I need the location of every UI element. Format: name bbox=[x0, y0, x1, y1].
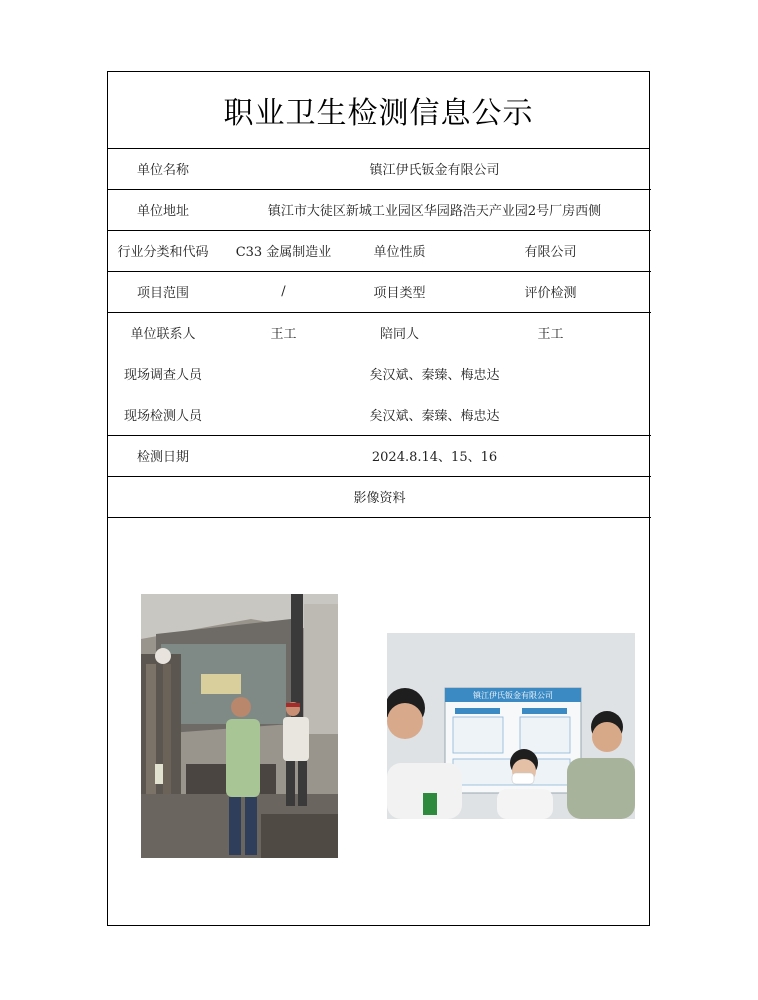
disclosure-form bbox=[107, 71, 650, 926]
row-contact bbox=[108, 312, 651, 353]
unit-nature-label: 单位性质 bbox=[349, 230, 450, 271]
row-date bbox=[108, 435, 651, 476]
workshop-photo-icon bbox=[141, 594, 338, 858]
project-scope-value: / bbox=[218, 271, 349, 312]
testing-staff-label: 现场检测人员 bbox=[108, 394, 218, 435]
unit-address-value: 镇江市大徒区新城工业园区华园路浩天产业园2号厂房西侧 bbox=[218, 189, 651, 230]
unit-name-value: 镇江伊氏钣金有限公司 bbox=[218, 148, 651, 189]
testing-staff-value: 矣汉斌、秦臻、梅忠达 bbox=[218, 394, 651, 435]
row-project bbox=[108, 271, 651, 312]
sign-text: 镇江伊氏钣金有限公司 bbox=[473, 691, 553, 700]
survey-staff-label: 现场调查人员 bbox=[123, 368, 202, 383]
project-scope-label: 项目范围 bbox=[108, 271, 218, 312]
date-value: 2024.8.14、15、16 bbox=[218, 435, 651, 476]
unit-address-label: 单位地址 bbox=[108, 189, 218, 230]
photo-gallery bbox=[108, 524, 649, 924]
row-unit-address bbox=[108, 189, 651, 230]
industry-label: 行业分类和代码 bbox=[108, 230, 218, 271]
industry-value: C33 金属制造业 bbox=[218, 230, 349, 271]
unit-nature-value: 有限公司 bbox=[450, 230, 651, 271]
escort-value: 王工 bbox=[537, 327, 564, 343]
group-photo bbox=[387, 633, 635, 819]
date-label: 检测日期 bbox=[108, 435, 218, 476]
page-title: 职业卫生检测信息公示 bbox=[108, 72, 649, 149]
escort-label: 陪同人 bbox=[379, 327, 419, 343]
project-type-value: 评价检测 bbox=[450, 271, 651, 312]
unit-name-label: 单位名称 bbox=[108, 148, 218, 189]
group-photo-icon bbox=[387, 633, 635, 819]
row-media bbox=[108, 476, 651, 517]
row-testing-staff bbox=[108, 394, 651, 435]
media-label: 影像资料 bbox=[108, 476, 651, 517]
contact-value: 王工 bbox=[270, 327, 297, 343]
info-table bbox=[108, 148, 651, 518]
contact-label: 单位联系人 bbox=[130, 327, 196, 343]
survey-staff-value: 矣汉斌、秦臻、梅忠达 bbox=[369, 368, 500, 383]
row-survey-staff bbox=[108, 353, 651, 394]
project-type-label: 项目类型 bbox=[349, 271, 450, 312]
row-unit-name bbox=[108, 148, 651, 189]
workshop-photo bbox=[141, 594, 338, 858]
row-industry bbox=[108, 230, 651, 271]
